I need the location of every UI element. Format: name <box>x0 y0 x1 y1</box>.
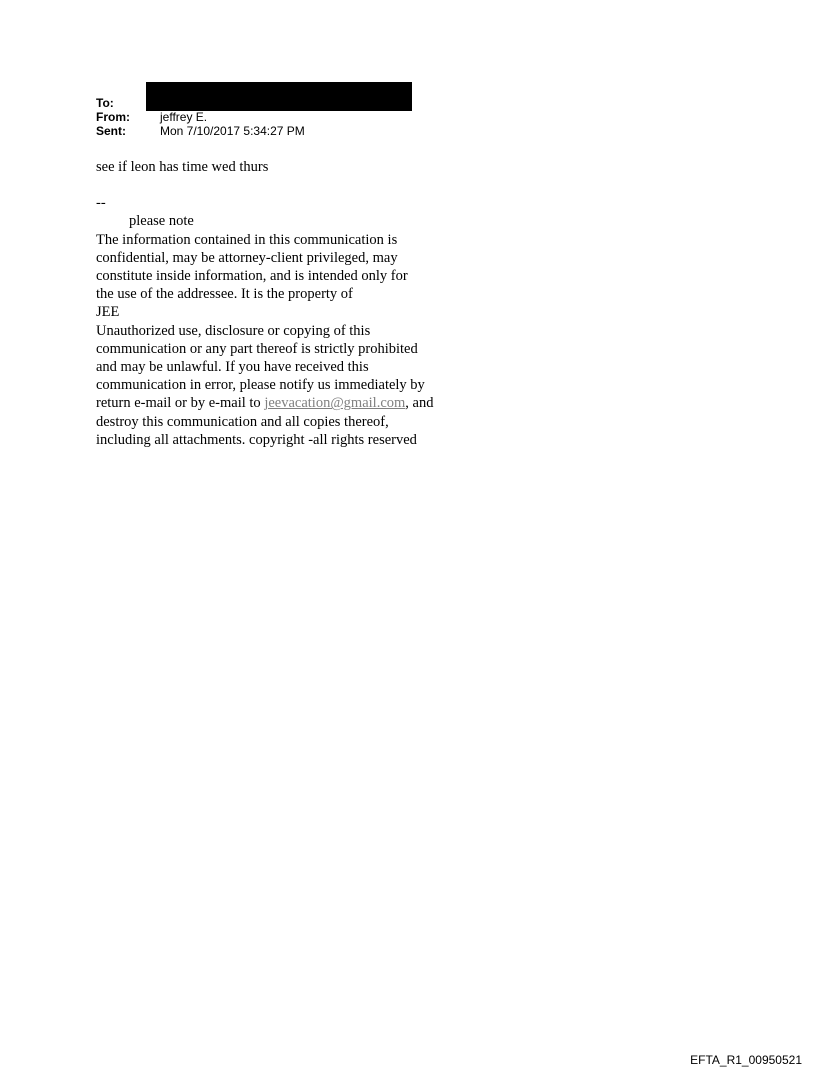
message-body: see if leon has time wed thurs <box>96 159 269 175</box>
email-body <box>96 158 476 449</box>
disclaimer-line: the use of the addressee. It is the property of <box>96 286 353 303</box>
disclaimer-line: JEE <box>96 304 120 321</box>
disclaimer-line: confidential, may be attorney-client privileged, may <box>96 249 398 266</box>
disclaimer-line: and may be unlawful. If you have received this <box>96 359 369 376</box>
sent-label: Sent: <box>96 124 126 138</box>
email-header <box>96 84 305 138</box>
from-row <box>96 110 305 124</box>
to-label: To: <box>96 96 114 110</box>
disclaimer-line: Unauthorized use, disclosure or copying of this <box>96 322 371 339</box>
disclaimer-line: communication or any part thereof is strictly prohibited <box>96 340 418 357</box>
sent-value: Mon 7/10/2017 5:34:27 PM <box>160 124 305 138</box>
from-label: From: <box>96 110 130 124</box>
sent-row <box>96 124 305 138</box>
signature-separator: -- <box>96 195 106 212</box>
disclaimer-line: The information contained in this communication is <box>96 231 398 248</box>
disclaimer-line: destroy this communication and all copies thereof, <box>96 413 389 430</box>
return-prefix: return e-mail or by e-mail to <box>96 395 265 412</box>
disclaimer-line: constitute inside information, and is intended only for <box>96 268 408 285</box>
to-row <box>96 96 305 110</box>
disclaimer-line: communication in error, please notify us immediately by <box>96 377 425 394</box>
disclaimer-line-return <box>96 394 476 412</box>
return-suffix: , and <box>405 395 434 412</box>
disclaimer-line: including all attachments. copyright -all rights reserved <box>96 431 417 448</box>
document-id: EFTA_R1_00950521 <box>690 1053 802 1067</box>
from-value: jeffrey E. <box>160 110 208 124</box>
please-note: please note <box>129 213 194 230</box>
email-link[interactable]: jeevacation@gmail.com <box>264 395 406 412</box>
